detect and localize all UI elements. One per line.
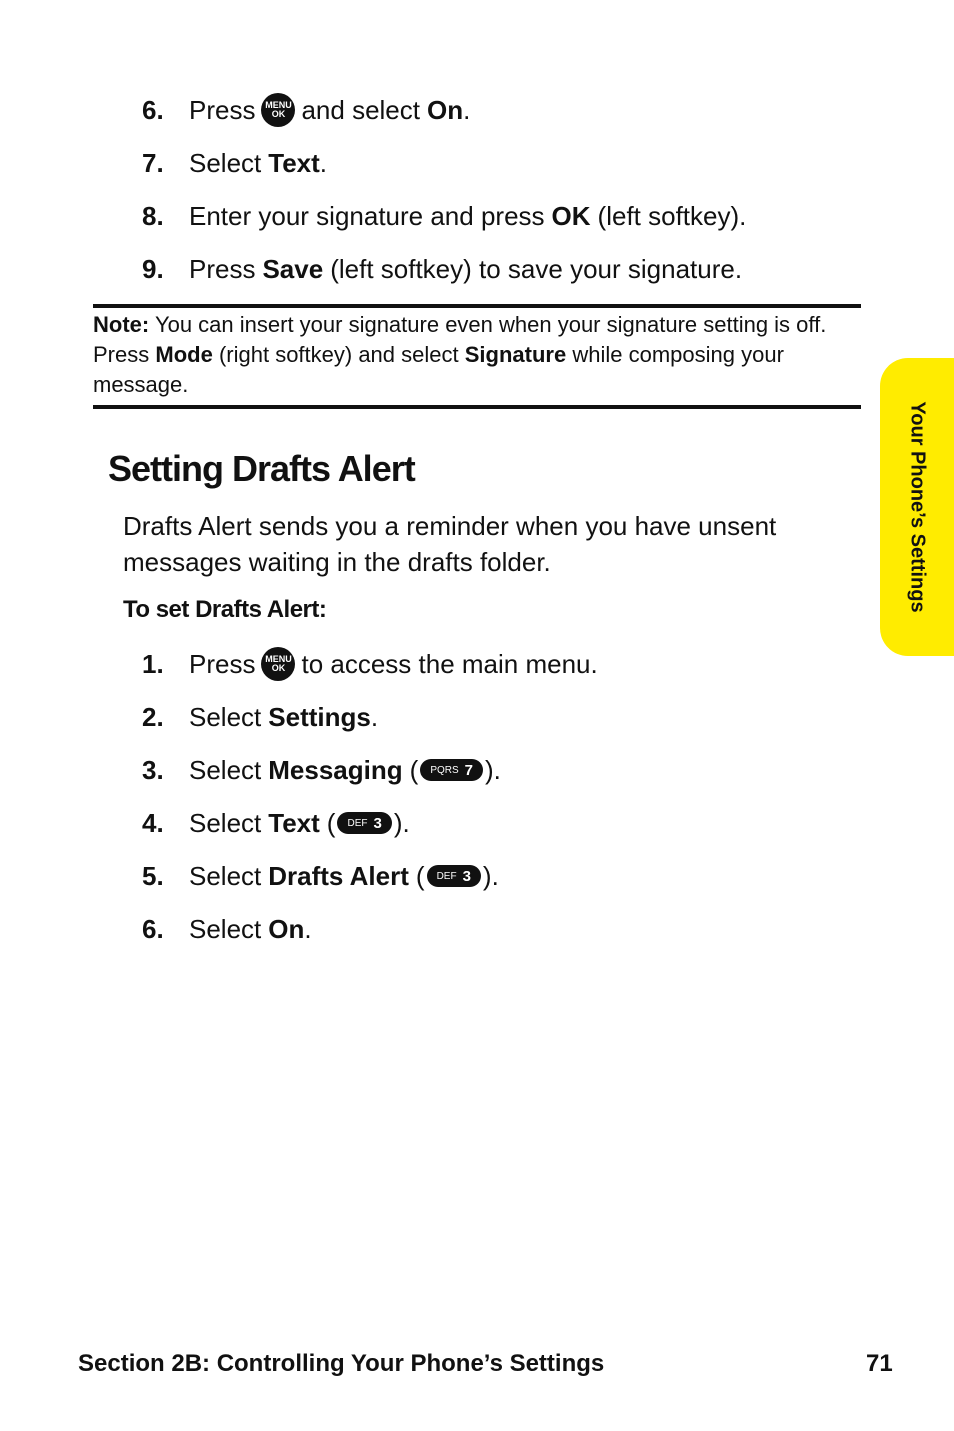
note-mode-label: Mode [155, 342, 213, 367]
step-text: (left softkey). [597, 200, 747, 231]
step-bold-text: Text [268, 147, 320, 178]
step-text: to access the main menu. [301, 648, 598, 679]
step-text: . [463, 94, 471, 125]
step-text: Press [189, 253, 256, 284]
note-signature-label: Signature [464, 342, 567, 367]
step-number: 8. [142, 200, 164, 231]
note-top-rule [93, 304, 861, 308]
step-text: Press [189, 94, 256, 125]
step-number: 6. [142, 913, 164, 944]
step-number: 3. [142, 754, 164, 785]
step-number: 2. [142, 701, 164, 732]
keypad-7-icon: PQRS 7 [420, 759, 483, 781]
step-bold-text: On [427, 94, 464, 125]
page-number: 71 [866, 1350, 893, 1377]
keypad-3-icon: DEF 3 [337, 812, 391, 834]
menu-ok-key-icon: MENU OK [261, 93, 295, 127]
step-number: 7. [142, 147, 164, 178]
note-text: while composing your message. [93, 342, 784, 397]
step-text: Select [189, 860, 262, 891]
keypad-3-icon: DEF 3 [427, 865, 481, 887]
step-number: 5. [142, 860, 164, 891]
step-bold-text: Settings [268, 701, 371, 732]
step-text: Select [189, 807, 262, 838]
step-text: . [370, 701, 379, 732]
note-bottom-rule [93, 405, 861, 409]
footer-section-title: Section 2B: Controlling Your Phone’s Settings [78, 1350, 605, 1377]
step-number: 9. [142, 253, 164, 284]
step-text: Select [189, 913, 262, 944]
procedure-heading: To set Drafts Alert: [123, 596, 327, 623]
note-label: Note: [93, 312, 150, 337]
note-text: (right softkey) and select [218, 342, 459, 367]
menu-ok-key-icon: MENU OK [261, 647, 295, 681]
step-text: Press [189, 648, 256, 679]
step-text: Select [189, 701, 262, 732]
step-text: and select [301, 94, 420, 125]
step-text: (left softkey) to save your signature. [330, 253, 743, 284]
step-bold-text: Messaging [268, 754, 403, 785]
step-bold-text: On [268, 913, 305, 944]
section-heading: Setting Drafts Alert [108, 448, 415, 489]
step-text: . [319, 147, 328, 178]
side-tab-label: Your Phone’s Settings [906, 401, 929, 613]
step-bold-text: OK [551, 200, 591, 231]
step-text: Select [189, 754, 262, 785]
step-number: 6. [142, 94, 164, 125]
side-tab [880, 358, 954, 656]
step-bold-text: Save [262, 253, 324, 284]
step-text: . [304, 913, 312, 944]
step-number: 4. [142, 807, 164, 838]
step-text: Select [189, 147, 262, 178]
section-paragraph: Drafts Alert sends you a reminder when you have unsent messages waiting in the drafts folder. [123, 511, 777, 577]
step-text: Enter your signature and press [189, 200, 545, 231]
note-box [93, 310, 853, 400]
step-number: 1. [142, 648, 164, 679]
step-bold-text: Drafts Alert [268, 860, 409, 891]
step-bold-text: Text [268, 807, 320, 838]
note-text: You can insert your signature even when your signature setting is off. Press [93, 312, 827, 367]
